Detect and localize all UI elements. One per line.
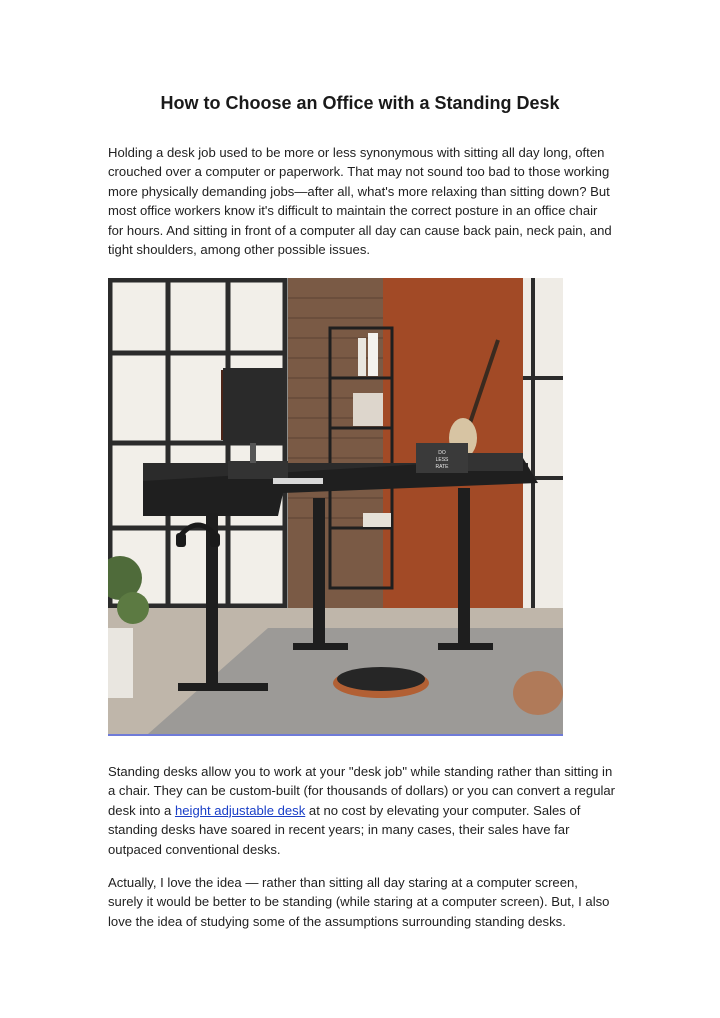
intro-paragraph: Holding a desk job used to be more or less synonymous with sitting all day long, often crouched over a computer or paperwork. That may not sound too bad to those working more physically demanding jobs—after all, what's more relaxing than sitting down? But most office workers know it's difficult to maintain the correct posture in an office chair for hours. And sitting in front of a computer all day can cause back pain, neck pain, and tight shoulders, among other possible issues. [108, 145, 612, 258]
paragraph-standing-desks [108, 762, 616, 859]
paragraph-text-after-link: at no cost by elevating your computer. Sales of standing desks have soared in recent years; in many cases, their sales have far outpaced conventional desks. [108, 802, 581, 857]
footrest [333, 667, 429, 698]
page-title: How to Choose an Office with a Standing Desk [160, 93, 560, 113]
height-adjustable-desk-link[interactable]: height adjustable desk [174, 802, 306, 818]
standing-desk-photo [108, 278, 563, 736]
svg-text:RATE: RATE [435, 464, 449, 470]
paragraph-love-the-idea: Actually, I love the idea — rather than sitting all day staring at a computer screen, surely it would be better to be standing (while staring at a computer screen). But, I also love the idea of studying some of the assumptions surrounding standing desks. [108, 875, 610, 929]
svg-text:DO: DO [438, 450, 446, 456]
svg-text:LESS: LESS [435, 457, 449, 463]
paragraph-text-before-link: Standing desks allow you to work at your "desk job" while standing rather than sitting in a chair. They can be custom-built (for thousands of dollars) or you can convert a regular desk into a [108, 764, 616, 818]
laptop [416, 443, 468, 473]
